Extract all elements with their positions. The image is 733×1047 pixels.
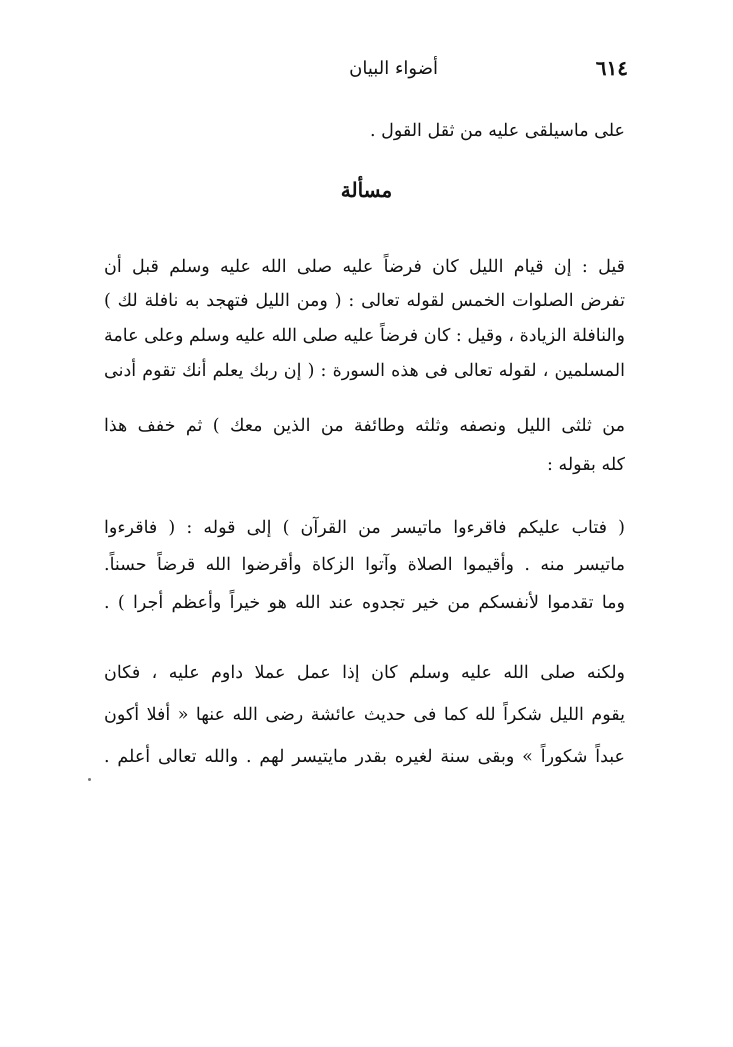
paragraph-line: المسلمين ، لقوله تعالى فى هذه السورة : ( إن ربك يعلم أنك تقوم أدنى: [104, 361, 625, 381]
scan-speck: [88, 778, 91, 781]
paragraph-line: ولكنه صلى الله عليه وسلم كان إذا عمل عملا داوم عليه ، فكان: [104, 663, 625, 683]
running-title: أضواء البيان: [349, 58, 438, 79]
paragraph-line: وما تقدموا لأنفسكم من خير تجدوه عند الله هو خيراً وأعظم أجرا ) .: [104, 593, 625, 613]
intro-line: على ماسيلقى عليه من ثقل القول .: [369, 121, 625, 141]
paragraph-line: ماتيسر منه . وأقيموا الصلاة وآتوا الزكاة وأقرضوا الله قرضاً حسناً.: [104, 555, 625, 575]
paragraph-line: والنافلة الزيادة ، وقيل : كان فرضاً عليه صلى الله عليه وسلم وعلى عامة: [104, 326, 625, 346]
page-number: ٦١٤: [595, 56, 628, 80]
paragraph-line: ( فتاب عليكم فاقرءوا ماتيسر من القرآن ) إلى قوله : ( فاقرءوا: [104, 518, 625, 538]
page-header: [104, 56, 628, 86]
paragraph-line: كله بقوله :: [546, 455, 625, 475]
paragraph-line: عبداً شكوراً » وبقى سنة لغيره بقدر مايتيسر لهم . والله تعالى أعلم .: [104, 747, 625, 767]
paragraph-line: تفرض الصلوات الخمس لقوله تعالى : ( ومن الليل فتهجد به نافلة لك ): [104, 291, 625, 311]
paragraph-line: من ثلثى الليل ونصفه وثلثه وطائفة من الذين معك ) ثم خفف هذا: [104, 416, 625, 436]
section-heading: مسألة: [340, 178, 393, 202]
paragraph-line: قيل : إن قيام الليل كان فرضاً عليه صلى الله عليه وسلم قبل أن: [104, 257, 625, 277]
paragraph-line: يقوم الليل شكراً لله كما فى حديث عائشة رضى الله عنها « أفلا أكون: [104, 705, 625, 725]
